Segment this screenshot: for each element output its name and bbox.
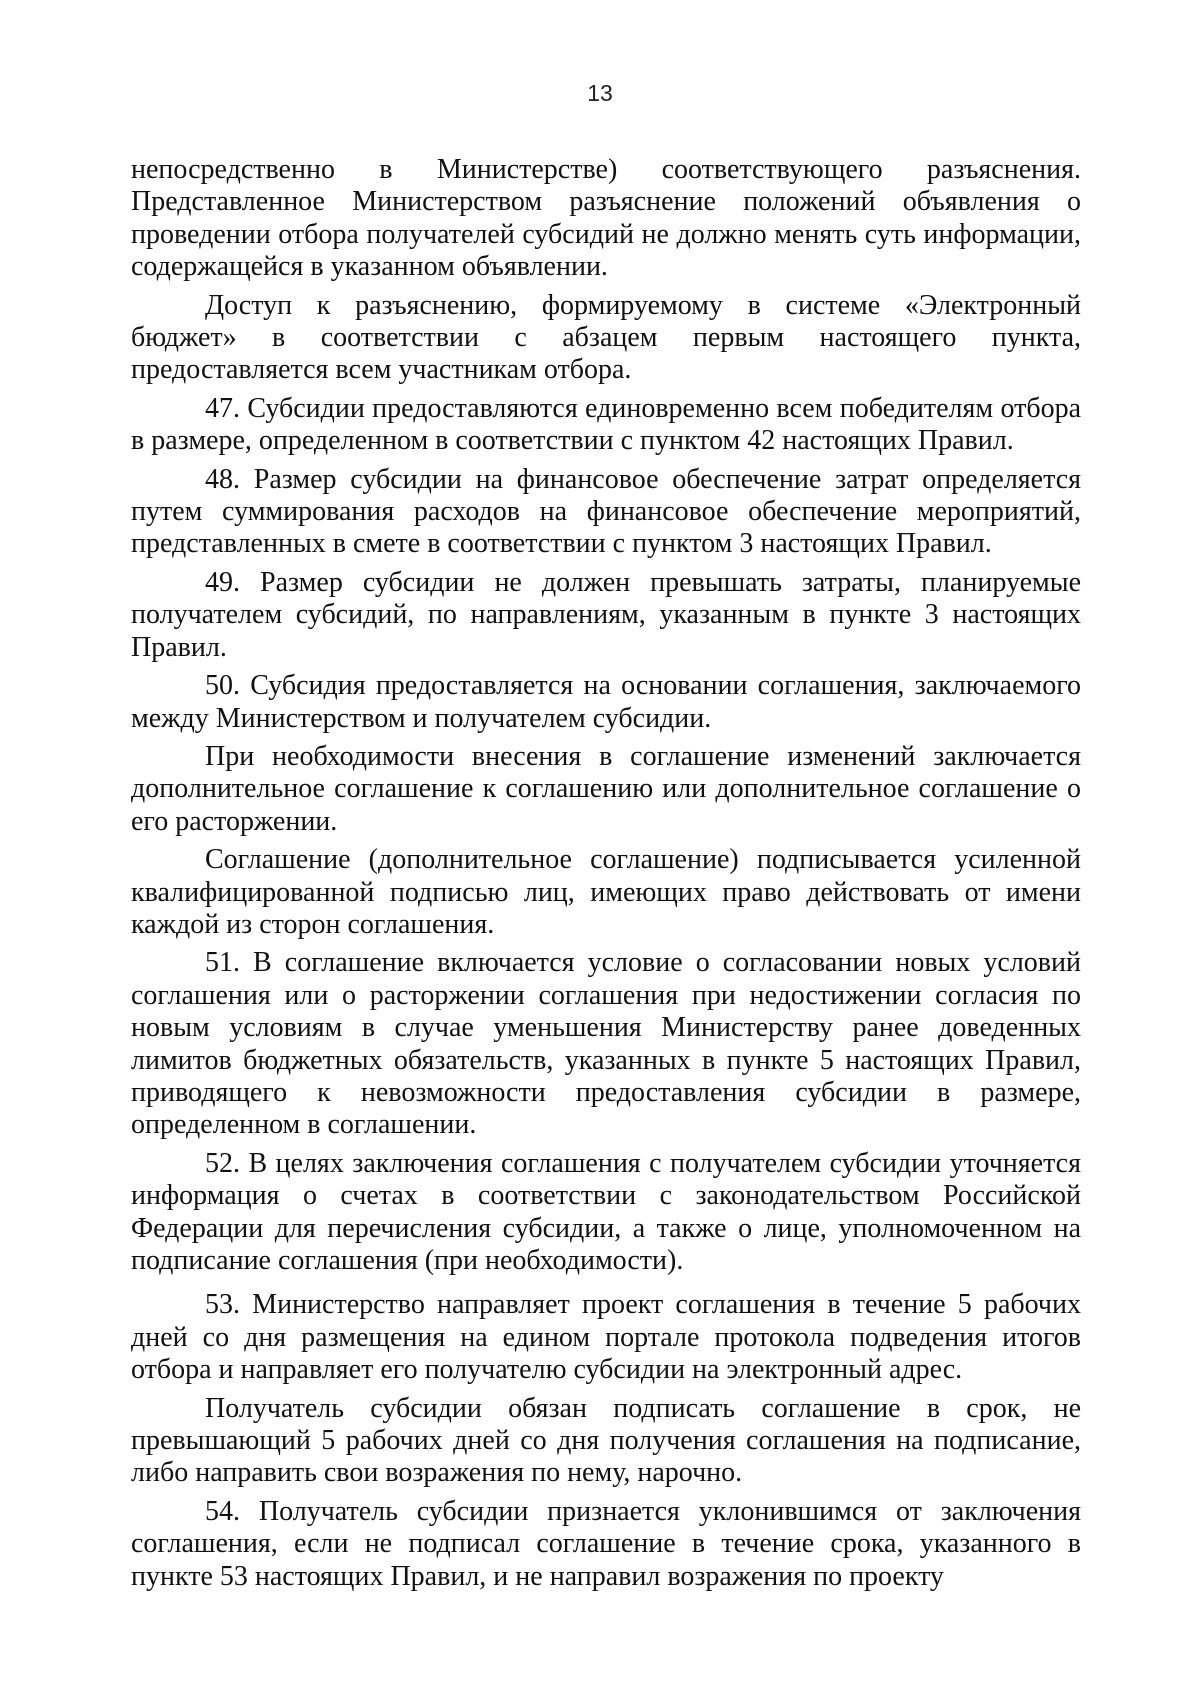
paragraph-additional-agreement: При необходимости внесения в соглашение изменений заключается дополнительное соглашение к соглашению или дополнительное соглашение о его расторжении. — [131, 740, 1081, 837]
paragraph-clause-53: 53. Министерство направляет проект соглашения в течение 5 рабочих дней со дня размещения на едином портале протокола подведения итогов отбора и направляет его получателю субсидии на электронный адрес. — [131, 1289, 1081, 1386]
page-number: 13 — [587, 80, 613, 106]
paragraph-clause-52: 52. В целях заключения соглашения с получателем субсидии уточняется информация о счетах в соответствии с законодательством Российской Федерации для перечисления субсидии, а также о лице, уполномоченном на подписание соглашения (при необходимости). — [131, 1147, 1081, 1276]
paragraph-clause-51: 51. В соглашение включается условие о согласовании новых условий соглашения или о расторжении соглашения при недостижении согласия по новым условиям в случае уменьшения Министерству ранее доведенных лимитов бюджетных обязательств, указанных в пункте 5 настоящих Правил, приводящего к невозможности предоставления субсидии в размере, определенном в соглашении. — [131, 947, 1081, 1141]
paragraph-clause-49: 49. Размер субсидии не должен превышать затраты, планируемые получателем субсидий, по направлениям, указанным в пункте 3 настоящих Правил. — [131, 566, 1081, 663]
paragraph-continuation: непосредственно в Министерстве) соответствующего разъяснения. Представленное Министерством разъяснение положений объявления о проведении отбора получателей субсидий не должно менять суть информации, содержащейся в указанном объявлении. — [131, 154, 1081, 283]
paragraph-clause-50: 50. Субсидия предоставляется на основании соглашения, заключаемого между Министерством и получателем субсидии. — [131, 670, 1081, 734]
paragraph-access-clarification: Доступ к разъяснению, формируемому в системе «Электронный бюджет» в соответствии с абзацем первым настоящего пункта, предоставляется всем участникам отбора. — [131, 289, 1081, 386]
paragraph-clause-48: 48. Размер субсидии на финансовое обеспечение затрат определяется путем суммирования расходов на финансовое обеспечение мероприятий, представленных в смете в соответствии с пунктом 3 настоящих Правил. — [131, 463, 1081, 560]
paragraph-recipient-obligation: Получатель субсидии обязан подписать соглашение в срок, не превышающий 5 рабочих дней со дня получения соглашения на подписание, либо направить свои возражения по нему, нарочно. — [131, 1392, 1081, 1489]
document-body — [131, 154, 1081, 1599]
paragraph-clause-54: 54. Получатель субсидии признается уклонившимся от заключения соглашения, если не подписал соглашение в течение срока, указанного в пункте 53 настоящих Правил, и не направил возражения по проекту — [131, 1495, 1081, 1592]
paragraph-agreement-signature: Соглашение (дополнительное соглашение) подписывается усиленной квалифицированной подписью лиц, имеющих право действовать от имени каждой из сторон соглашения. — [131, 844, 1081, 940]
paragraph-clause-47: 47. Субсидии предоставляются единовременно всем победителям отбора в размере, определенном в соответствии с пунктом 42 настоящих Правил. — [131, 392, 1081, 457]
